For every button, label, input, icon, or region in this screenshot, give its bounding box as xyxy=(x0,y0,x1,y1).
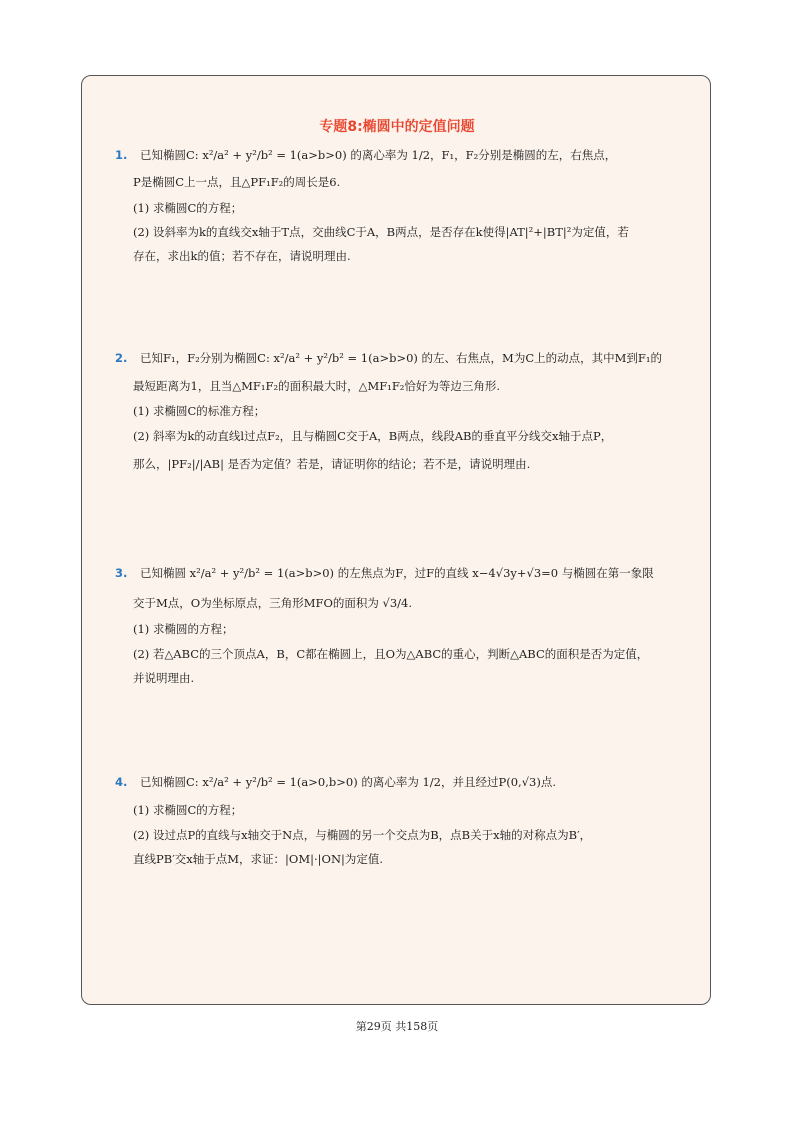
problem-line: (1) 求椭圆C的标准方程； xyxy=(133,404,266,418)
problem-line: 已知F₁，F₂分别为椭圆C: x²/a² + y²/b² = 1(a>b>0) 的左、右焦点，M为C上的动点，其中M到F₁的 xyxy=(140,351,662,365)
problem-line: (2) 设过点P的直线与x轴交于N点，与椭圆的另一个交点为B，点B关于x轴的对称点为B′， xyxy=(133,828,592,842)
problem-line: 存在，求出k的值；若不存在，请说明理由. xyxy=(133,249,351,263)
problem-line: 直线PB′交x轴于点M，求证：|OM|·|ON|为定值. xyxy=(133,852,384,866)
problem-number: 2. xyxy=(115,351,128,365)
problem-number: 3. xyxy=(115,566,128,580)
problem-line: 已知椭圆 x²/a² + y²/b² = 1(a>b>0) 的左焦点为F，过F的直线 x−4√3y+√3=0 与椭圆在第一象限 xyxy=(140,566,654,580)
problem-line: (1) 求椭圆C的方程； xyxy=(133,803,243,817)
problem-line: 已知椭圆C: x²/a² + y²/b² = 1(a>b>0) 的离心率为 1/2，F₁，F₂分别是椭圆的左，右焦点， xyxy=(140,148,617,162)
problem-line: 最短距离为1，且当△MF₁F₂的面积最大时，△MF₁F₂恰好为等边三角形. xyxy=(133,379,501,393)
problem-line: (1) 求椭圆C的方程； xyxy=(133,201,243,215)
problem-number: 1. xyxy=(115,148,128,162)
problem-line: (1) 求椭圆的方程； xyxy=(133,622,234,636)
problem-line: (2) 斜率为k的动直线l过点F₂，且与椭圆C交于A，B两点，线段AB的垂直平分线交x轴于点P， xyxy=(133,429,613,443)
problem-number: 4. xyxy=(115,775,128,789)
page-footer: 第29页 共158页 xyxy=(355,1020,439,1033)
page-title: 专题8:椭圆中的定值问题 xyxy=(319,119,475,135)
problem-line: 并说明理由. xyxy=(133,671,195,685)
problem-line: (2) 若△ABC的三个顶点A，B，C都在椭圆上，且O为△ABC的重心，判断△ABC的面积是否为定值， xyxy=(133,647,649,661)
problem-line: 那么，|PF₂|/|AB| 是否为定值？若是，请证明你的结论；若不是，请说明理由. xyxy=(133,457,531,471)
problem-line: 交于M点，O为坐标原点，三角形MFO的面积为 √3/4. xyxy=(133,596,413,610)
problem-line: P是椭圆C上一点，且△PF₁F₂的周长是6. xyxy=(133,175,341,189)
problem-line: 已知椭圆C: x²/a² + y²/b² = 1(a>0,b>0) 的离心率为 1/2，并且经过P(0,√3)点. xyxy=(140,775,556,789)
problem-line: (2) 设斜率为k的直线交x轴于T点，交曲线C于A，B两点，是否存在k使得|AT|²+|BT|²为定值，若 xyxy=(133,225,629,239)
